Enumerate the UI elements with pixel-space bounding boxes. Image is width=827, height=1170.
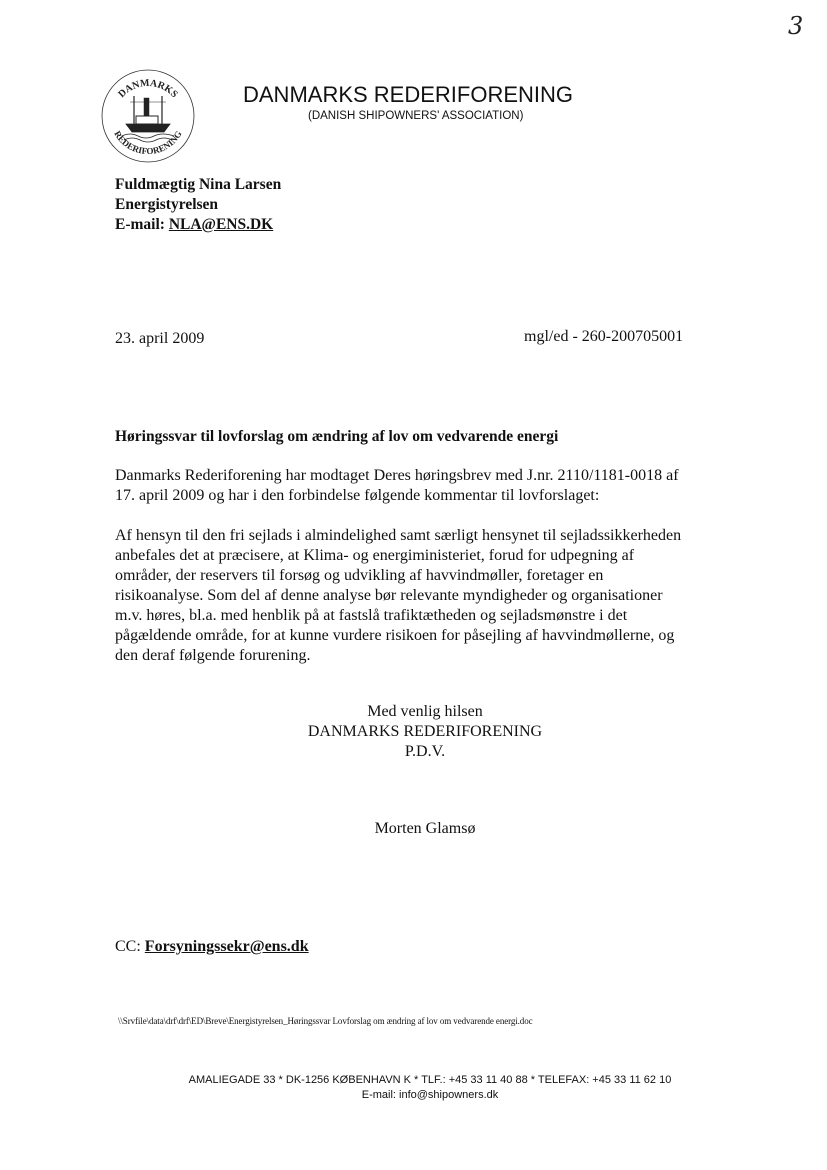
paragraph-1 [115, 466, 735, 506]
signer-name: Morten Glamsø [374, 820, 476, 837]
paragraph-line: områder, der reservers til forsøg og udvikling af havvindmøller, foretager en [115, 567, 604, 584]
paragraph-line: pågældende område, for at kunne vurdere risikoen for påsejling af havvindmøllerne, og [115, 627, 675, 644]
closing-pdv: P.D.V. [404, 743, 446, 760]
org-name: DANMARKS REDERIFORENING [243, 82, 574, 107]
letter-subject: Høringssvar til lovforslag om ændring af lov om vedvarende energi [115, 428, 559, 445]
paragraph-line: 17. april 2009 og har i den forbindelse følgende kommentar til lovforslaget: [115, 487, 600, 504]
paragraph-line: den deraf følgende forurening. [115, 647, 311, 664]
ship-icon [122, 96, 174, 142]
recipient-block [115, 175, 281, 235]
logo-ring-text-bottom: REDERIFORENING [112, 128, 184, 157]
cc-email-link[interactable]: Forsyningssekr@ens.dk [144, 938, 309, 955]
ship-logo-seal [100, 68, 196, 164]
closing-block [300, 702, 550, 762]
closing-greeting: Med venlig hilsen [367, 703, 483, 720]
recipient-email-link[interactable]: NLA@ENS.DK [168, 216, 274, 233]
footer [160, 1073, 700, 1103]
paragraph-line: Danmarks Rederiforening har modtaget Deres høringsbrev med J.nr. 2110/1181-0018 af [115, 467, 679, 484]
paragraph-line: anbefales det at præcisere, at Klima- og energiministeriet, forud for udpegning af [115, 547, 635, 564]
file-path: \\Srvfile\data\drf\drf\ED\Breve\Energistyrelsen_Høringssvar Lovforslag om ændring af lov om vedvarende energi.doc [118, 1016, 533, 1026]
footer-email: E-mail: info@shipowners.dk [361, 1089, 499, 1101]
closing-org: DANMARKS REDERIFORENING [307, 723, 543, 740]
reference-number: mgl/ed - 260-200705001 [524, 328, 684, 345]
recipient-name: Fuldmægtig Nina Larsen [115, 176, 282, 193]
recipient-agency: Energistyrelsen [115, 196, 219, 213]
page-number: 3 [788, 12, 804, 40]
paragraph-line: m.v. høres, bl.a. med henblik på at fastslå trafiktætheden og sejladsmønstre i det [115, 607, 628, 624]
svg-text:REDERIFORENING [112, 129, 183, 156]
paragraph-line: risikoanalyse. Som del af denne analyse bør relevante myndigheder og organisationer [115, 587, 663, 604]
logo-ring-text-top: DANMARKS [116, 77, 180, 101]
org-subtitle: (DANISH SHIPOWNERS' ASSOCIATION) [308, 110, 524, 122]
footer-address: AMALIEGADE 33 * DK-1256 KØBENHAVN K * TLF.: +45 33 11 40 88 * TELEFAX: +45 33 11 62 10 [188, 1074, 672, 1086]
paragraph-line: Af hensyn til den fri sejlads i almindelighed samt særligt hensynet til sejladssikkerheden [115, 527, 682, 544]
cc-label: CC: [115, 938, 141, 955]
recipient-email-label: E-mail: [115, 216, 165, 233]
recipient-email-line [115, 215, 281, 235]
svg-text:DANMARKS [116, 78, 180, 101]
letter-date: 23. april 2009 [115, 330, 205, 347]
paragraph-2 [115, 526, 735, 666]
cc-line [115, 938, 309, 956]
